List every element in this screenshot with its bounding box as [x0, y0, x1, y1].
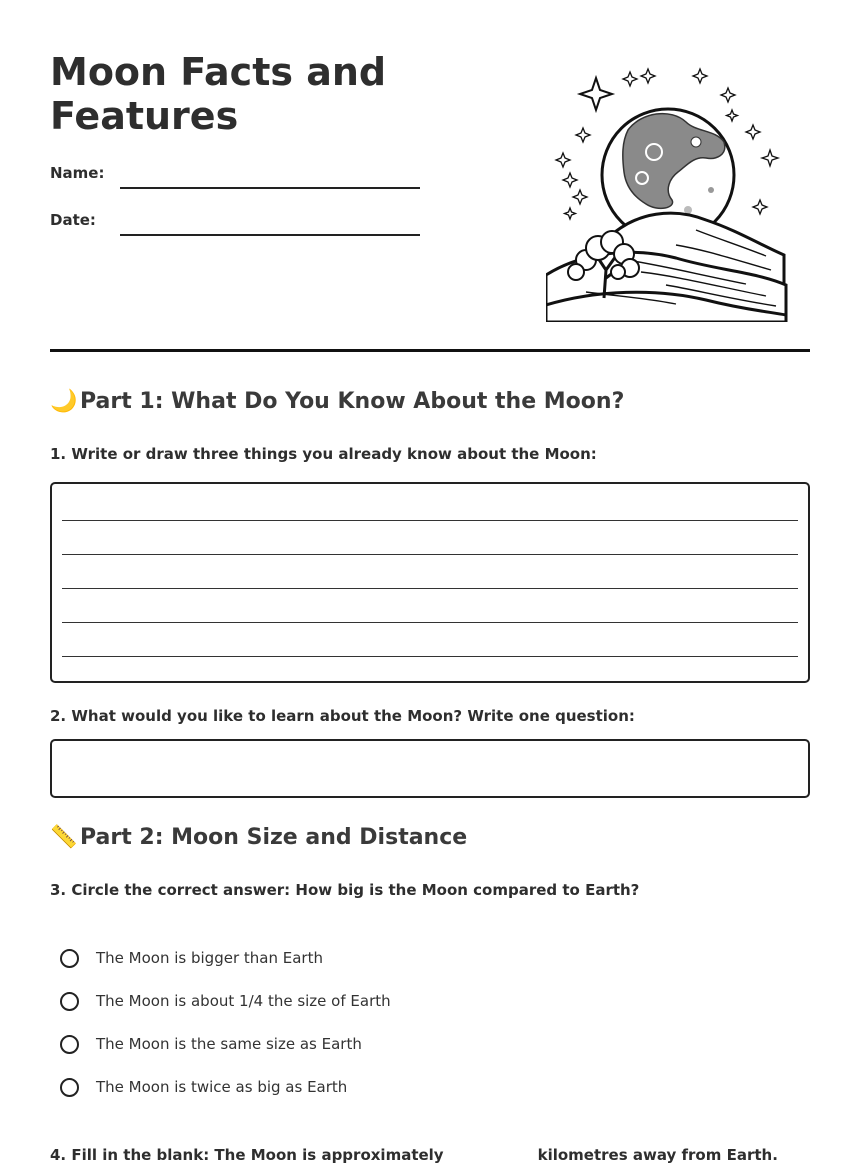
writing-line	[62, 554, 798, 555]
header-divider	[50, 349, 810, 352]
writing-line	[62, 622, 798, 623]
moon-landscape-illustration	[546, 60, 796, 322]
question-2: 2. What would you like to learn about the Moon? Write one question:	[50, 707, 635, 725]
option-label: The Moon is twice as big as Earth	[96, 1078, 348, 1096]
part2-heading-text: Part 2: Moon Size and Distance	[80, 825, 468, 850]
answer-option[interactable]	[60, 1074, 347, 1100]
name-field[interactable]	[120, 187, 420, 189]
page-title: Moon Facts and Features	[50, 50, 387, 138]
radio-circle[interactable]	[60, 1035, 79, 1054]
question-1-answer-area[interactable]	[50, 482, 810, 683]
worksheet-page	[50, 0, 810, 1164]
question-4-end: kilometres away from Earth.	[537, 1146, 778, 1164]
radio-circle[interactable]	[60, 1078, 79, 1097]
crescent-moon-icon: 🌙	[50, 389, 78, 414]
date-field[interactable]	[120, 234, 420, 236]
date-label: Date:	[50, 211, 96, 229]
question-4-start: 4. Fill in the blank: The Moon is approximately	[50, 1146, 444, 1164]
part1-heading	[50, 389, 624, 414]
radio-circle[interactable]	[60, 949, 79, 968]
name-label: Name:	[50, 164, 105, 182]
answer-option[interactable]	[60, 945, 323, 971]
question-3: 3. Circle the correct answer: How big is the Moon compared to Earth?	[50, 881, 640, 899]
option-label: The Moon is about 1/4 the size of Earth	[96, 992, 391, 1010]
part2-heading	[50, 825, 467, 850]
question-1: 1. Write or draw three things you already know about the Moon:	[50, 445, 597, 463]
part1-heading-text: Part 1: What Do You Know About the Moon?	[80, 389, 625, 414]
answer-option[interactable]	[60, 1031, 362, 1057]
ruler-icon: 📏	[50, 825, 78, 850]
question-4	[50, 1146, 778, 1164]
writing-line	[62, 520, 798, 521]
writing-line	[62, 588, 798, 589]
answer-option[interactable]	[60, 988, 391, 1014]
radio-circle[interactable]	[60, 992, 79, 1011]
question-2-answer-box[interactable]	[50, 739, 810, 798]
option-label: The Moon is bigger than Earth	[96, 949, 323, 967]
writing-line	[62, 656, 798, 657]
option-label: The Moon is the same size as Earth	[96, 1035, 362, 1053]
